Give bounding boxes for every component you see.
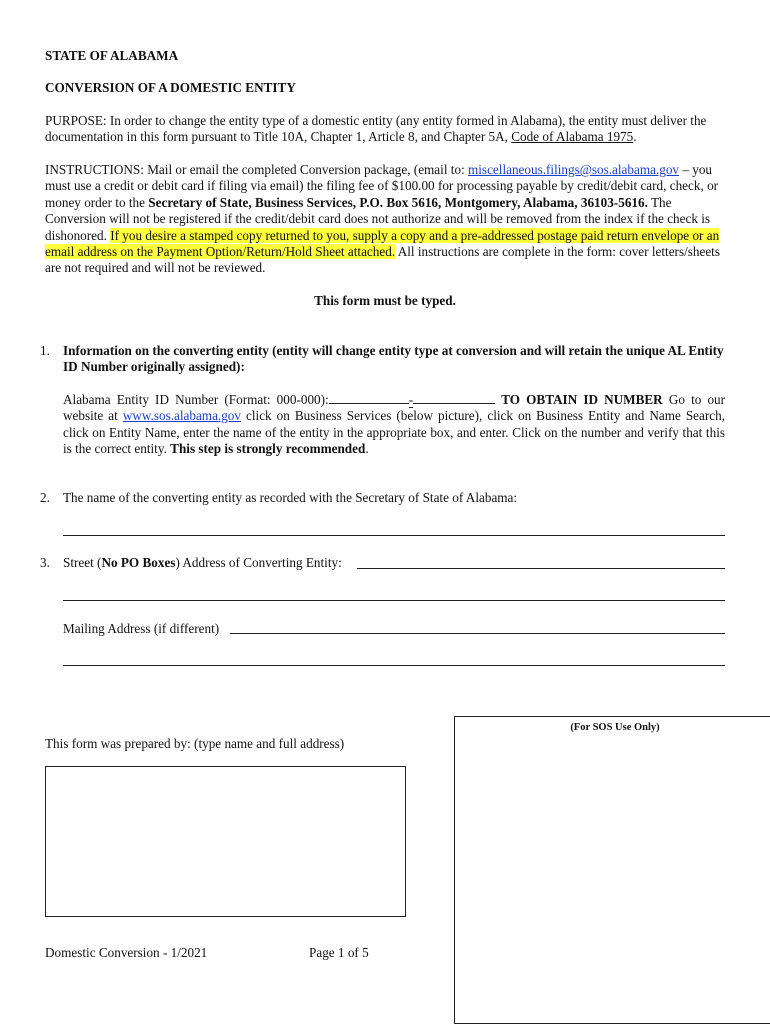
item3-label-pre: Street ( [63,555,102,570]
entity-id-label: Alabama Entity ID Number (Format: 000-000): [63,392,329,407]
obtain-id-text: Go to our website at [63,392,726,424]
mailing-address-label: Mailing Address (if different) [63,621,220,636]
item3-label [63,555,342,571]
street-address-field-line2[interactable] [63,600,725,601]
street-address-field[interactable] [357,568,725,569]
purpose-text: PURPOSE: In order to change the entity type of a domestic entity (any entity formed in Alabama), the entity must deliver the documentation in this form pursuant to Title 10A, Chapter 1, Article 8, and Chapter 5A, [45,113,707,145]
footer-form-id: Domestic Conversion - 1/2021 [45,945,208,960]
item3-number: 3. [40,555,50,570]
item1-number: 1. [40,343,50,358]
sos-website-link[interactable]: www.sos.alabama.gov [122,408,241,424]
instructions-part3: The Conversion will not be registered if the credit/debit card does not authorize and will be removed from the index if the check is dishonored. [45,194,711,243]
highlighted-instruction: If you desire a stamped copy returned to you, supply a copy and a pre-addressed postage paid return envelope or an email address on the Payment Option/Return/Hold Sheet attached. [45,227,720,260]
purpose-paragraph [45,113,725,146]
prepared-by-box[interactable] [45,766,406,917]
recommend-text: This step is strongly recommended [170,441,366,457]
mailing-address-bold: Secretary of State, Business Services, P.O. Box 5616, Montgomery, Alabama, 36103-5616. [148,194,648,210]
obtain-id-text2: click on Business Services (below picture), click on Business Entity and Name Search, click on Entity Name, enter the name of the entity in the appropriate box, and enter. Click on the number and verify that this is the correct entity. [63,408,726,457]
obtain-id-heading: TO OBTAIN ID NUMBER [501,392,663,407]
entity-id-dash: - [408,392,414,407]
typed-notice: This form must be typed. [314,293,456,308]
entity-id-field-part1[interactable] [329,391,409,404]
item1-body [63,391,725,458]
code-of-alabama-ref: Code of Alabama 1975 [511,129,634,145]
instructions-part4: All instructions are complete in the form: cover letters/sheets are not required and will not be reviewed. [45,244,720,276]
sos-use-only-box [454,716,770,1024]
recommend-end: . [365,441,369,457]
entity-id-field-part2[interactable] [413,391,495,404]
state-heading: STATE OF ALABAMA [45,48,179,63]
instructions-lead: INSTRUCTIONS: Mail or email the completed Conversion package, (email to: [45,162,465,177]
purpose-end: . [633,129,637,145]
prepared-by-label: This form was prepared by: (type name and full address) [45,736,345,751]
item1-heading: Information on the converting entity (entity will change entity type at conversion and will retain the unique AL Entity ID Number originally assigned): [63,343,724,375]
mailing-address-field[interactable] [230,633,725,634]
instructions-part2: – you must use a credit or debit card if filing via email) the filing fee of $100.00 for processing payable by credit/debit card, check, or money order to the [45,162,719,210]
footer-page-number: Page 1 of 5 [309,945,369,960]
no-po-boxes: No PO Boxes [101,555,176,570]
entity-name-field[interactable] [63,535,725,536]
email-link[interactable]: miscellaneous.filings@sos.alabama.gov [468,162,680,177]
instructions-paragraph [45,162,725,277]
mailing-address-field-line2[interactable] [63,665,725,666]
item2-number: 2. [40,490,50,505]
form-title: CONVERSION OF A DOMESTIC ENTITY [45,80,296,95]
sos-use-only-label: (For SOS Use Only) [570,722,660,733]
item2-label: The name of the converting entity as recorded with the Secretary of State of Alabama: [63,490,518,505]
item3-label-post: ) Address of Converting Entity: [175,555,342,570]
